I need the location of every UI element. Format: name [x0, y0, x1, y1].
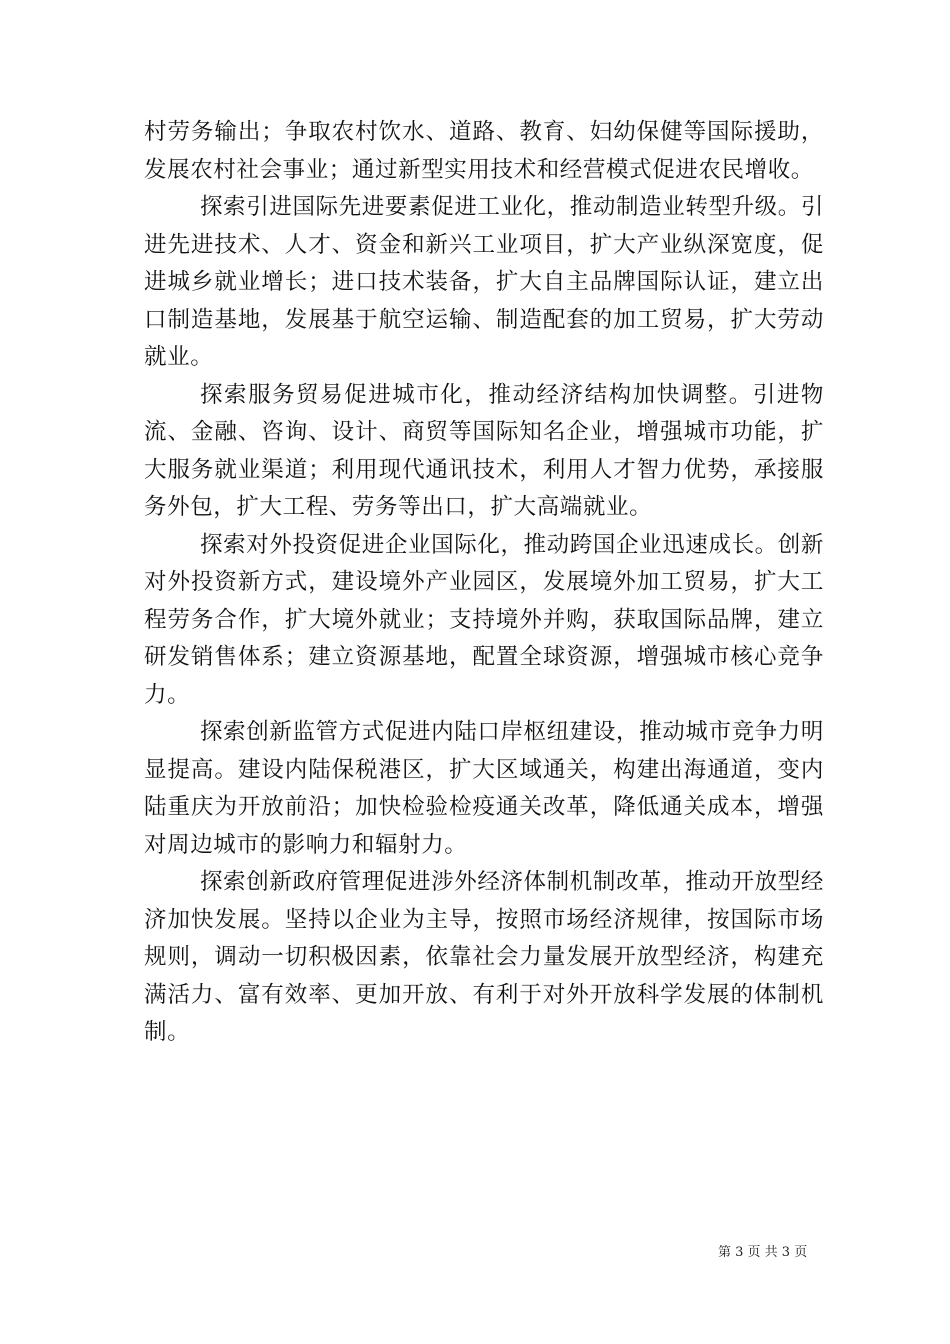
paragraph-foreign-investment: 探索对外投资促进企业国际化，推动跨国企业迅速成长。创新对外投资新方式，建设境外产业园区，发展境外加工贸易，扩大工程劳务合作，扩大境外就业；支持境外并购，获取国际品牌，建立研发销售体系；建立资源基地，配置全球资源，增强城市核心竞争力。: [144, 531, 824, 708]
paragraph-port-hub: 探索创新监管方式促进内陆口岸枢纽建设，推动城市竞争力明显提高。建设内陆保税港区，扩大区域通关，构建出海通道，变内陆重庆为开放前沿；加快检验检疫通关改革，降低通关成本，增强对周边城市的影响力和辐射力。: [144, 719, 824, 858]
page-number-footer: 第 3 页 共 3 页: [718, 1245, 808, 1260]
paragraph-government-reform: 探索创新政府管理促进涉外经济体制机制改革，推动开放型经济加快发展。坚持以企业为主导，按照市场经济规律，按国际市场规则，调动一切积极因素，依靠社会力量发展开放型经济，构建充满活力、富有效率、更加开放、有利于对外开放科学发展的体制机制。: [144, 869, 824, 1045]
paragraph-continuation: 村劳务输出；争取农村饮水、道路、教育、妇幼保健等国际援助，发展农村社会事业；通过新型实用技术和经营模式促进农民增收。: [144, 119, 824, 183]
paragraph-industrialization: 探索引进国际先进要素促进工业化，推动制造业转型升级。引进先进技术、人才、资金和新兴工业项目，扩大产业纵深宽度，促进城乡就业增长；进口技术装备，扩大自主品牌国际认证，建立出口制造基地，发展基于航空运输、制造配套的加工贸易，扩大劳动就业。: [144, 194, 824, 370]
document-body: [144, 114, 824, 1052]
paragraph-service-trade: 探索服务贸易促进城市化，推动经济结构加快调整。引进物流、金融、咨询、设计、商贸等国际知名企业，增强城市功能，扩大服务就业渠道；利用现代通讯技术，利用人才智力优势，承接服务外包，扩大工程、劳务等出口，扩大高端就业。: [144, 381, 824, 520]
